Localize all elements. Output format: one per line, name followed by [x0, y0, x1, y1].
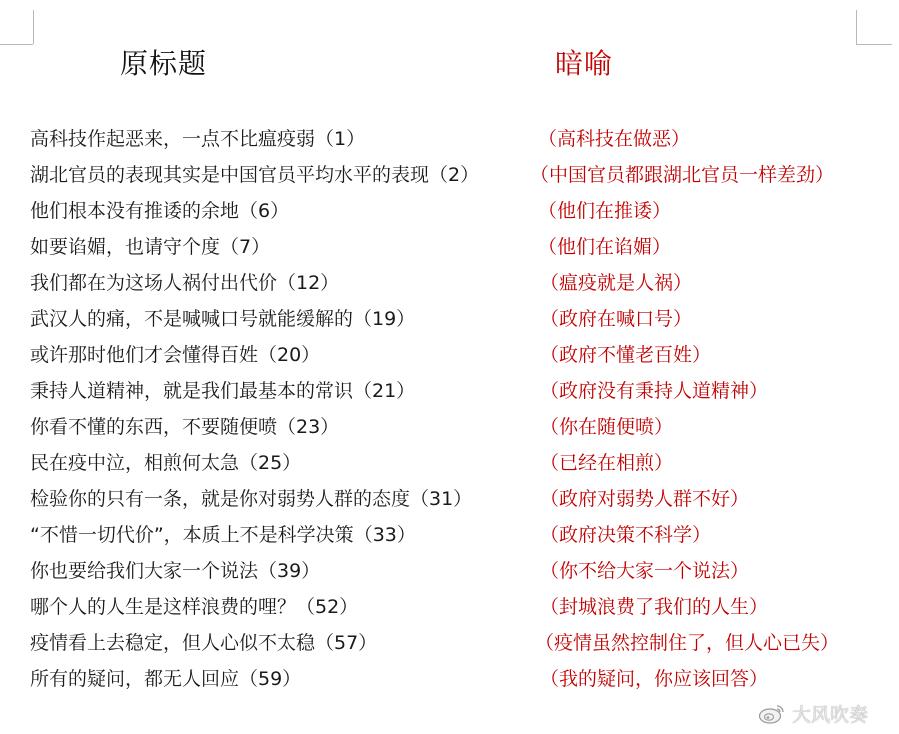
table-row: [0, 372, 899, 408]
metaphor-text: （他们在推诿）: [538, 200, 672, 222]
original-title: 我们都在为这场人祸付出代价（12）: [30, 272, 340, 294]
page-corner-mark-top-right-vertical: [856, 10, 857, 44]
table-row: [0, 660, 899, 696]
metaphor-text: （瘟疫就是人祸）: [540, 272, 693, 294]
original-title: 哪个人的人生是这样浪费的哩？（52）: [30, 596, 359, 618]
page-corner-mark-top-left-vertical: [33, 10, 34, 44]
table-row: [0, 156, 899, 192]
metaphor-text: （政府对弱势人群不好）: [540, 488, 750, 510]
original-title: 疫情看上去稳定，但人心似不太稳（57）: [30, 632, 378, 654]
table-row: [0, 588, 899, 624]
metaphor-text: （政府不懂老百姓）: [540, 344, 712, 366]
metaphor-text: （他们在谄媚）: [538, 236, 672, 258]
metaphor-header: 暗喻: [555, 47, 614, 80]
original-title: 武汉人的痛，不是喊喊口号就能缓解的（19）: [30, 308, 416, 330]
page-corner-mark-top-right: [856, 44, 892, 45]
page-corner-mark-top-left: [0, 44, 33, 45]
metaphor-text: （封城浪费了我们的人生）: [540, 596, 769, 618]
original-title: 湖北官员的表现其实是中国官员平均水平的表现（2）: [30, 164, 480, 186]
metaphor-text: （你在随便喷）: [540, 416, 674, 438]
table-row: [0, 480, 899, 516]
metaphor-text: （已经在相煎）: [540, 452, 674, 474]
original-title: 检验你的只有一条，就是你对弱势人群的态度（31）: [30, 488, 473, 510]
weibo-logo-icon: [758, 703, 786, 725]
table-row: [0, 300, 899, 336]
original-title: 秉持人道精神，就是我们最基本的常识（21）: [30, 380, 416, 402]
metaphor-text: （我的疑问，你应该回答）: [540, 668, 769, 690]
original-title: 你看不懂的东西，不要随便喷（23）: [30, 416, 340, 438]
watermark: [758, 700, 868, 727]
original-title: 所有的疑问，都无人回应（59）: [30, 668, 302, 690]
metaphor-text: （疫情虽然控制住了，但人心已失）: [535, 632, 840, 654]
metaphor-text: （政府没有秉持人道精神）: [540, 380, 769, 402]
metaphor-text: （政府在喊口号）: [540, 308, 693, 330]
table-row: [0, 120, 899, 156]
original-title: 你也要给我们大家一个说法（39）: [30, 560, 321, 582]
table-row: [0, 192, 899, 228]
title-table: [0, 120, 899, 696]
original-title: 民在疫中泣，相煎何太急（25）: [30, 452, 302, 474]
table-row: [0, 516, 899, 552]
table-row: [0, 444, 899, 480]
metaphor-text: （你不给大家一个说法）: [540, 560, 750, 582]
watermark-text: 大风吹奏: [792, 704, 869, 726]
original-title: 如要谄媚，也请守个度（7）: [30, 236, 271, 258]
original-title-header: 原标题: [120, 47, 208, 80]
original-title: 他们根本没有推诿的余地（6）: [30, 200, 290, 222]
metaphor-text: （政府决策不科学）: [540, 524, 712, 546]
table-row: [0, 264, 899, 300]
table-row: [0, 336, 899, 372]
original-title: “不惜一切代价”，本质上不是科学决策（33）: [30, 524, 416, 546]
original-title: 高科技作起恶来，一点不比瘟疫弱（1）: [30, 128, 366, 150]
table-row: [0, 624, 899, 660]
original-title: 或许那时他们才会懂得百姓（20）: [30, 344, 321, 366]
table-row: [0, 228, 899, 264]
metaphor-text: （中国官员都跟湖北官员一样差劲）: [530, 164, 835, 186]
table-row: [0, 552, 899, 588]
metaphor-text: （高科技在做恶）: [538, 128, 691, 150]
table-row: [0, 408, 899, 444]
